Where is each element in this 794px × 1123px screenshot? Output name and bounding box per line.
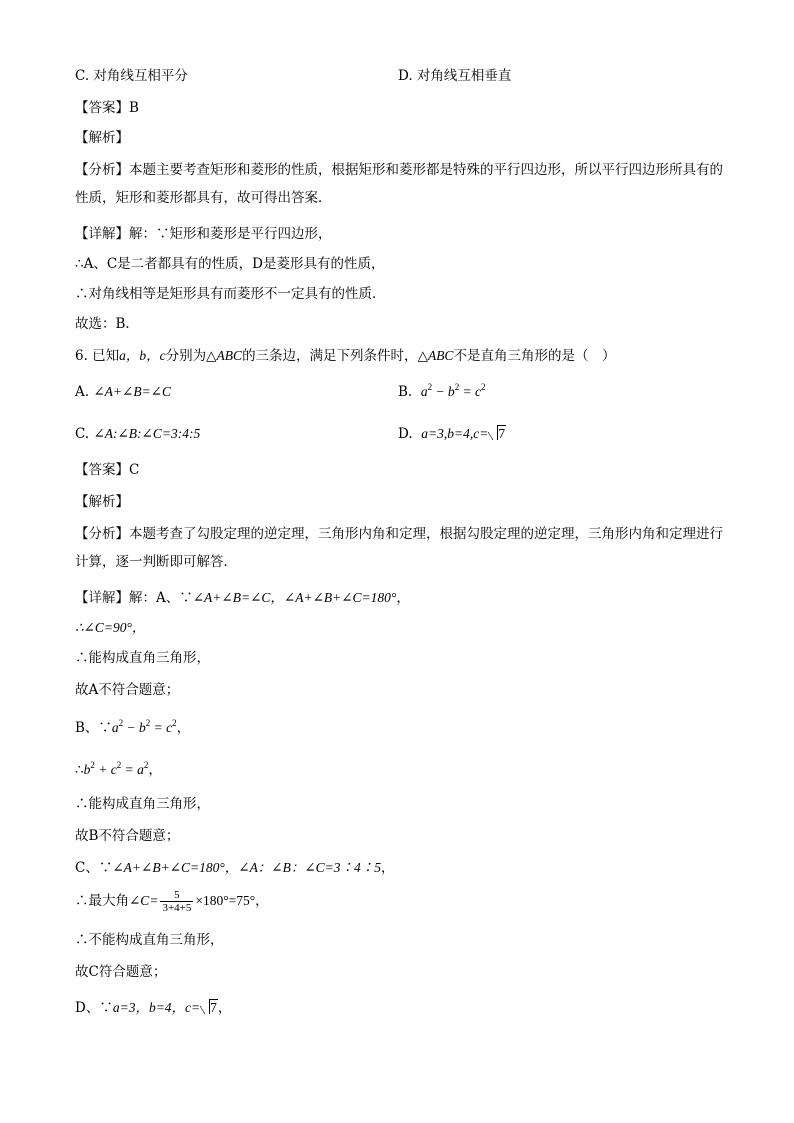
q6-detail-8: 故B不符合题意； [75,828,180,844]
q6-analysis-title: 【解析】 [75,494,129,510]
q6-detail-1: 【详解】解：A、∵∠A+∠B=∠C，∠A+∠B+∠C=180°， [75,590,410,606]
q5-line3: ∴对角线相等是矩形具有而菱形不一定具有的性质． [75,286,386,302]
q5-fenxi: 【分析】本题主要考查矩形和菱形的性质，根据矩形和菱形都是特殊的平行四边形，所以平行四边形所具有的性质，矩形和菱形都具有，故可得出答案． [75,162,723,206]
q6-option-d: D. a=3,b=4,c= 7 [398,426,506,442]
q5-option-c: C. 对角线互相平分 [75,68,188,84]
q6-option-a: A. ∠A+∠B=∠C [75,384,171,400]
q6-detail-4: 故A不符合题意； [75,682,180,698]
q6-stem: 6. 已知a，b，c分别为△ABC的三条边，满足下列条件时，△ABC不是直角三角形的是（ ） [75,348,616,364]
q6-detail-13: D、∵a=3，b=4，c= 7， [75,1000,232,1016]
q6-detail-3: ∴能构成直角三角形， [75,650,210,666]
q6-detail-12: 故C符合题意； [75,964,167,980]
q6-detail-11: ∴不能构成直角三角形， [75,932,224,948]
q5-line2: ∴A、C是二者都具有的性质，D是菱形具有的性质， [75,256,385,272]
q6-detail-7: ∴能构成直角三角形， [75,796,210,812]
q6-detail-2: ∴∠C=90°， [75,620,146,635]
q5-option-d: D. 对角线互相垂直 [398,68,512,84]
q6-option-b: B. $a^2 - b^2 = c^2$ [398,382,486,400]
sqrt-symbol: 7 [200,998,218,1018]
q6-detail-10: ∴最大角∠C= $\frac{5}{3+4+5}$ ×180°=75°， [75,889,269,914]
q5-xiangjie: 【详解】解：∵矩形和菱形是平行四边形， [75,226,332,242]
q6-answer: 【答案】C [75,462,140,478]
q6-fenxi: 【分析】本题考查了勾股定理的逆定理，三角形内角和定理，根据勾股定理的逆定理，三角形内角和定理进行计算，逐一判断即可解答． [75,526,723,570]
q5-line4: 故选：B． [75,316,139,332]
fraction: $\frac{5}{3+4+5}$ [162,889,192,914]
q6-detail-6: $\therefore b^2 + c^2 = a^2$， [75,760,162,778]
q5-answer: 【答案】B [75,100,139,116]
q5-analysis-title: 【解析】 [75,130,129,146]
q6-detail-5: B、$\because a^2 - b^2 = c^2$， [75,718,191,736]
sqrt-symbol: 7 [488,424,506,444]
q6-option-c: C. ∠A:∠B:∠C=3:4:5 [75,426,201,442]
q6-detail-9: C、∵∠A+∠B+∠C=180°，∠A：∠B：∠C=3∶4∶5， [75,860,395,876]
